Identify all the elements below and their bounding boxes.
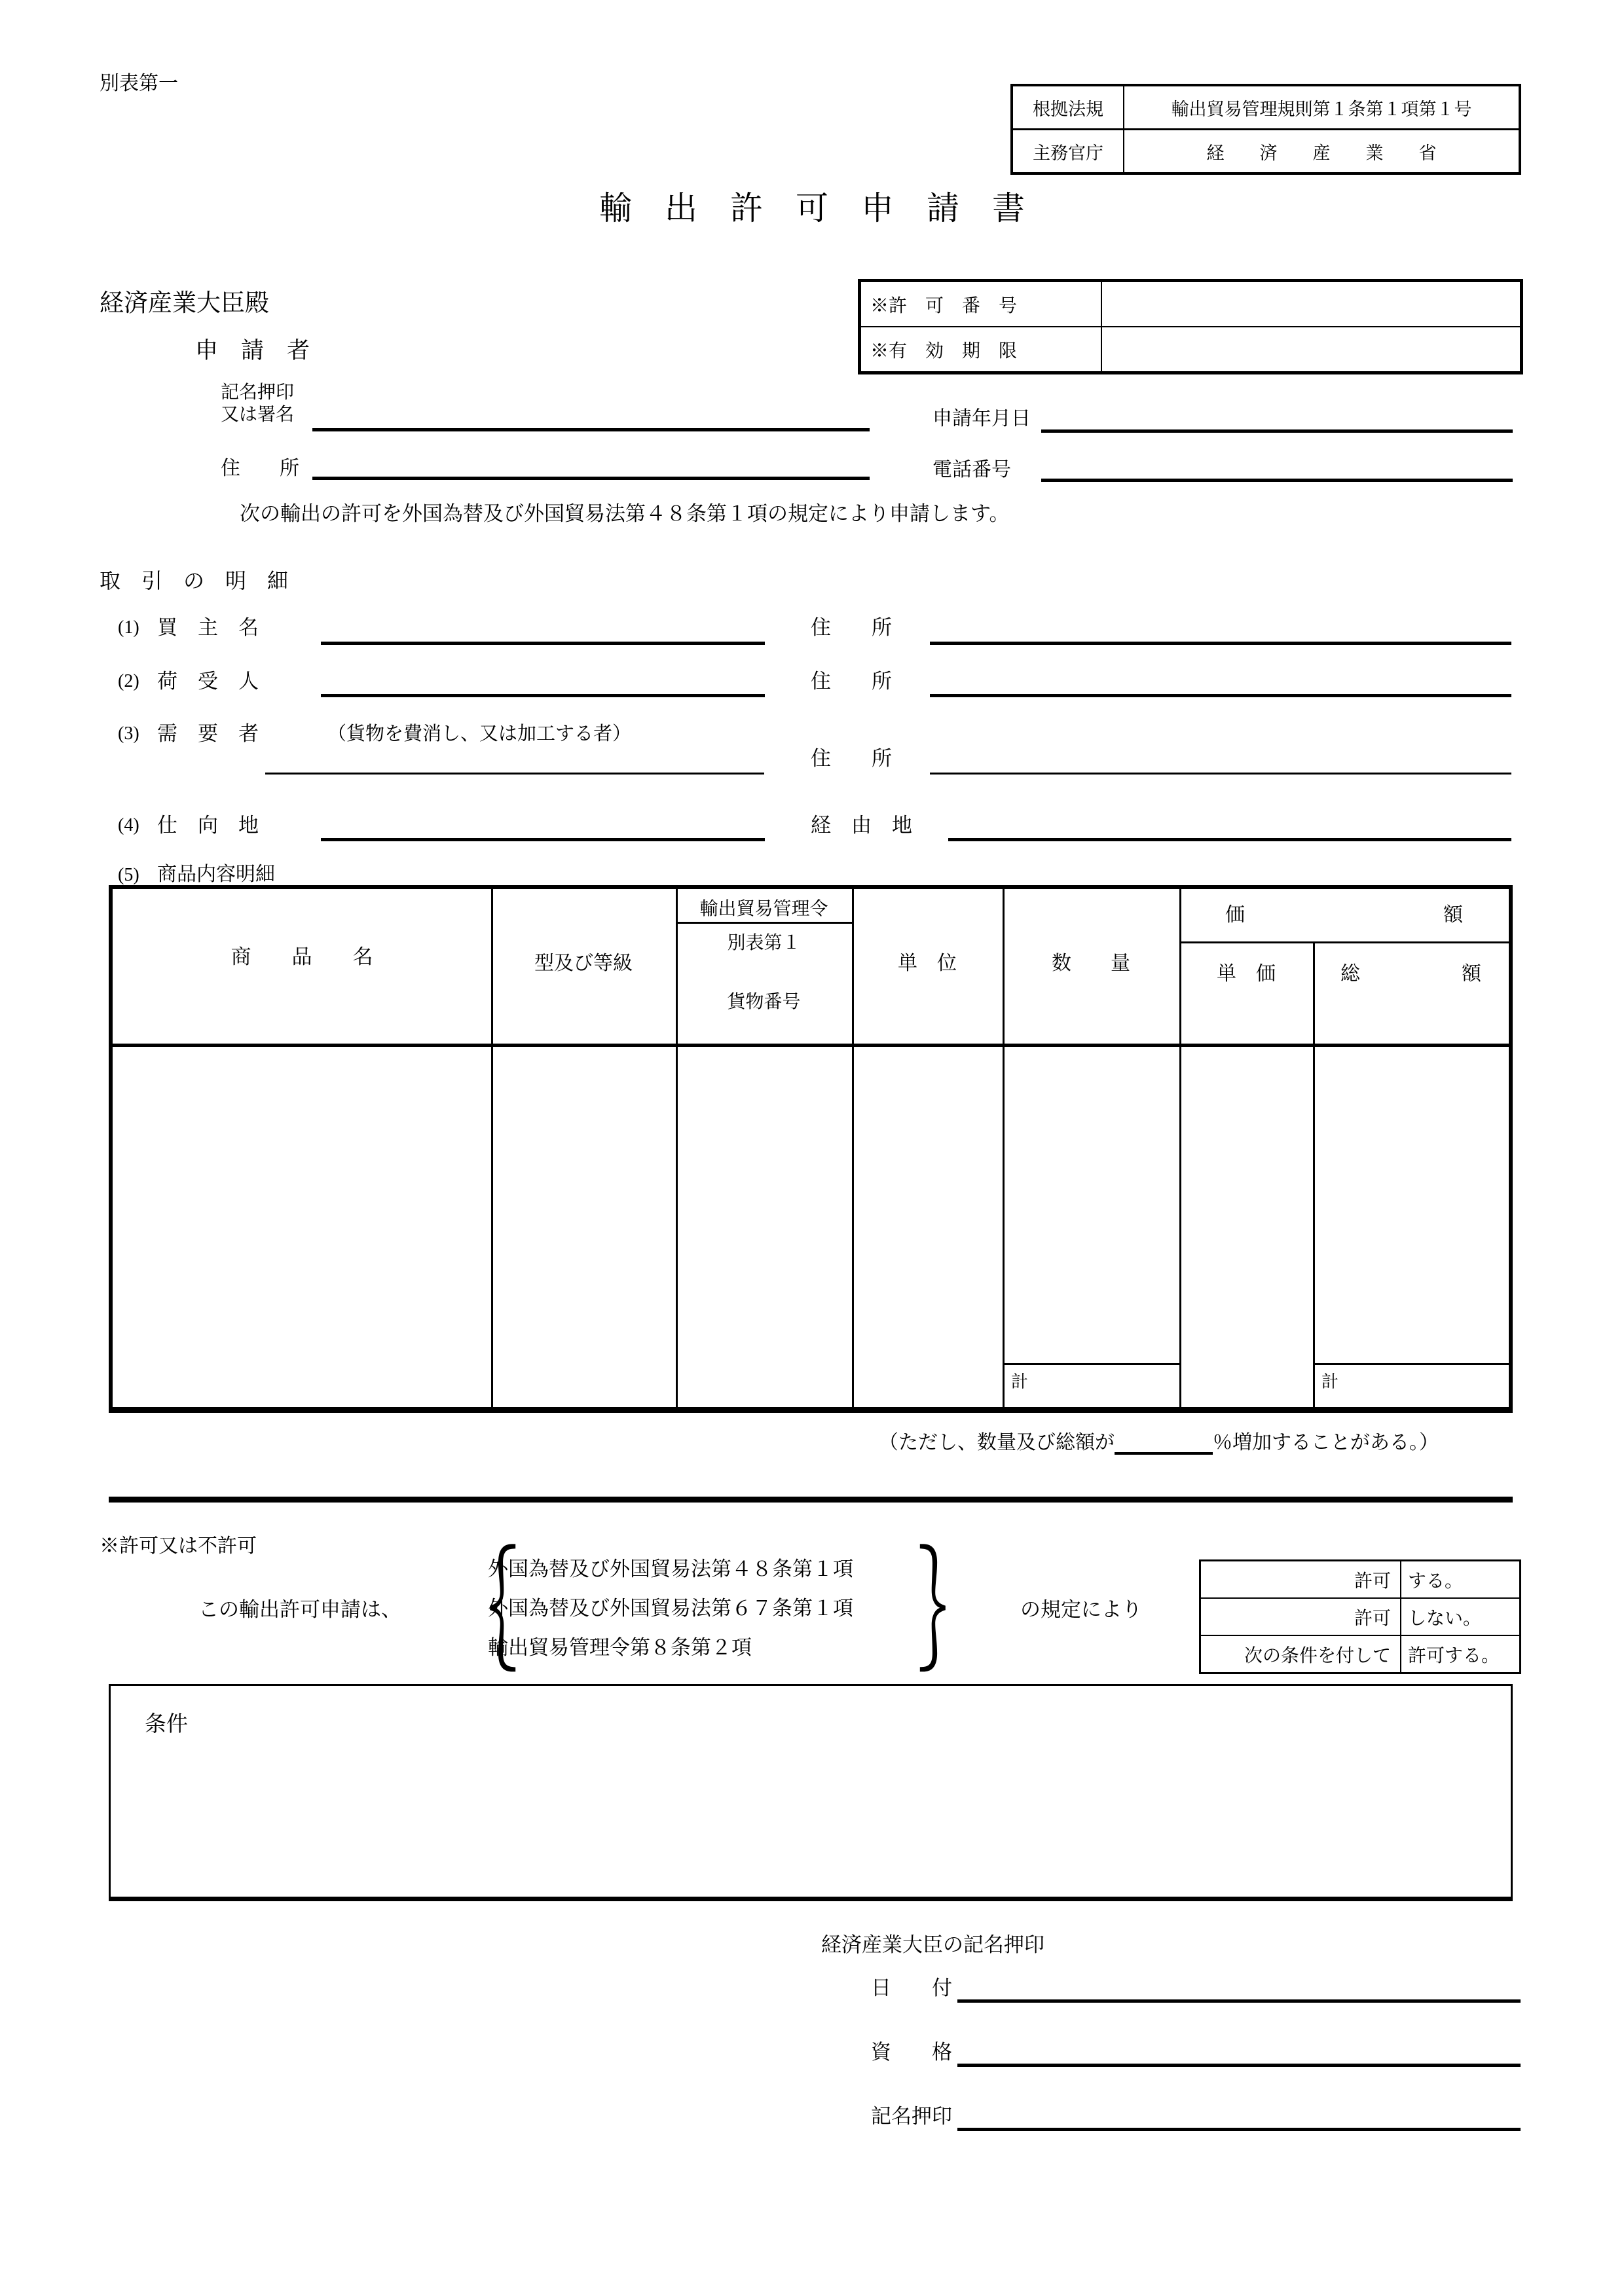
validity-label: ※有 効 期 限 [861, 327, 1102, 371]
legal-basis-table [1010, 84, 1521, 175]
header-cargo-number: 貨物番号 [727, 992, 801, 1012]
cell-product-name[interactable] [113, 1047, 491, 1361]
quantity-total-label: 計 [1011, 1372, 1029, 1391]
item1-buyer-label: 買 主 名 [157, 616, 259, 639]
item3-address-line[interactable] [930, 773, 1511, 774]
conditions-box[interactable] [109, 1684, 1513, 1901]
goods-table [109, 885, 1513, 1413]
permit-number-row [861, 282, 1520, 326]
item5-no: (5) [118, 865, 139, 885]
proviso-prefix: （ただし、数量及び総額が [879, 1432, 1115, 1453]
proviso-percentage-field[interactable] [1115, 1432, 1213, 1455]
declaration-sentence: 次の輸出の許可を外国為替及び外国貿易法第４８条第１項の規定により申請します。 [240, 502, 1010, 525]
permit-number-label: ※許 可 番 号 [861, 282, 1102, 326]
control-order-underline [676, 922, 852, 924]
form-title: 輸 出 許 可 申 請 書 [599, 190, 1025, 227]
law-option-2: 外国為替及び外国貿易法第６７条第１項 [488, 1597, 853, 1620]
item1-address-label: 住 所 [811, 616, 892, 639]
phone-label: 電話番号 [932, 459, 1011, 481]
decision-grant-value: する。 [1408, 1571, 1464, 1592]
applicant-address-label: 住 所 [221, 458, 299, 479]
application-date-label: 申請年月日 [932, 408, 1031, 429]
proviso-note [879, 1431, 1439, 1455]
minister-date-label: 日 付 [871, 1977, 952, 1999]
transaction-heading: 取 引 の 明 細 [100, 569, 289, 592]
decision-row-deny[interactable] [1201, 1597, 1519, 1635]
item2-consignee-line[interactable] [321, 694, 765, 697]
law-option-1: 外国為替及び外国貿易法第４８条第１項 [488, 1558, 853, 1580]
proviso-suffix: ％増加することがある。） [1213, 1432, 1439, 1453]
section-separator-rule [109, 1497, 1513, 1503]
minister-seal-line[interactable] [957, 2128, 1521, 2131]
clause-outro: の規定により [1020, 1598, 1142, 1621]
competent-ministry-value: 経 済 産 業 省 [1206, 143, 1437, 163]
header-total-amount [1313, 957, 1509, 986]
brace-left: ｛ [452, 1542, 518, 1686]
minister-seal-label: 記名押印 [871, 2105, 952, 2128]
item4-destination-line[interactable] [321, 838, 765, 841]
quantity-total-field[interactable] [1036, 1365, 1177, 1404]
cell-quantity[interactable] [1005, 1047, 1177, 1361]
validity-row [861, 326, 1520, 371]
decision-table [1199, 1559, 1521, 1674]
clause-intro: この輸出許可申請は、 [198, 1598, 401, 1621]
header-control-order-line1: 輸出貿易管理令 [699, 899, 828, 919]
seal-label-line2: 又は署名 [221, 405, 295, 425]
cell-cargo-number[interactable] [678, 1047, 850, 1361]
minister-seal-heading: 経済産業大臣の記名押印 [821, 1933, 1044, 1956]
minister-date-line[interactable] [957, 1999, 1521, 2003]
legal-basis-label: 根拠法規 [1013, 86, 1124, 128]
decision-row-conditional[interactable] [1201, 1635, 1519, 1672]
item3-enduser-line[interactable] [265, 773, 764, 774]
header-type-grade: 型及び等級 [534, 953, 633, 974]
brace-right: ｝ [918, 1542, 984, 1686]
seal-or-signature-label [221, 382, 294, 426]
item2-no: (2) [118, 671, 139, 691]
conditions-label: 条件 [145, 1713, 188, 1736]
decision-conditional-value: 許可する。 [1408, 1645, 1500, 1666]
header-control-order-line2: 別表第１ [727, 933, 801, 953]
item2-address-line[interactable] [930, 694, 1511, 697]
item2-consignee-label: 荷 受 人 [157, 670, 259, 693]
item3-enduser-label: 需 要 者 [157, 722, 259, 745]
item4-destination-label: 仕 向 地 [157, 814, 259, 837]
item1-no: (1) [118, 617, 139, 638]
legal-basis-row [1013, 86, 1519, 128]
cell-total-amount[interactable] [1315, 1047, 1509, 1361]
decision-row-grant[interactable] [1201, 1561, 1519, 1597]
decision-heading: ※許可又は不許可 [100, 1535, 257, 1557]
phone-line[interactable] [1041, 479, 1513, 482]
item3-enduser-note: （貨物を費消し、又は加工する者） [327, 723, 632, 744]
permit-number-box [858, 279, 1523, 374]
item4-no: (4) [118, 815, 139, 835]
header-price [1179, 898, 1509, 927]
item1-buyer-line[interactable] [321, 642, 765, 645]
appendix-note: 別表第一 [100, 73, 178, 94]
header-total-first: 総 [1340, 963, 1360, 985]
header-total-second: 額 [1462, 963, 1481, 985]
cell-unit[interactable] [854, 1047, 1001, 1361]
minister-qualification-line[interactable] [957, 2064, 1521, 2067]
applicant-section-label: 申 請 者 [195, 338, 310, 363]
competent-ministry-row [1013, 128, 1519, 172]
decision-deny-label: 許可 [1201, 1599, 1401, 1635]
header-unit: 単 位 [898, 953, 957, 974]
amount-total-label: 計 [1321, 1372, 1339, 1391]
permit-number-field[interactable] [1102, 282, 1520, 326]
price-header-divider [1179, 941, 1509, 943]
header-quantity: 数 量 [1052, 953, 1130, 974]
decision-deny-value: しない。 [1408, 1608, 1482, 1629]
minister-qualification-label: 資 格 [871, 2041, 952, 2064]
competent-ministry-label: 主務官庁 [1013, 130, 1124, 172]
item5-goods-detail-label: 商品内容明細 [157, 864, 275, 885]
amount-total-field[interactable] [1348, 1365, 1505, 1404]
item4-via-label: 経 由 地 [811, 814, 912, 837]
addressee: 経済産業大臣殿 [100, 290, 269, 317]
signature-line[interactable] [312, 428, 870, 431]
decision-conditional-label: 次の条件を付して [1201, 1636, 1401, 1672]
item1-address-line[interactable] [930, 642, 1511, 645]
item3-no: (3) [118, 723, 139, 744]
application-date-line[interactable] [1041, 429, 1513, 433]
header-product-name: 商 品 名 [231, 945, 373, 968]
seal-label-line1: 記名押印 [221, 382, 295, 403]
header-price-first: 価 [1225, 904, 1245, 926]
header-price-second: 額 [1443, 904, 1463, 926]
applicant-address-line[interactable] [312, 477, 870, 480]
law-option-3: 輸出貿易管理令第８条第２項 [488, 1636, 752, 1659]
cell-type-grade[interactable] [493, 1047, 674, 1361]
item2-address-label: 住 所 [811, 670, 892, 693]
header-unit-price: 単 価 [1217, 963, 1276, 985]
item3-address-label: 住 所 [811, 747, 892, 770]
legal-basis-value: 輸出貿易管理規則第１条第１項第１号 [1171, 99, 1472, 119]
cell-unit-price[interactable] [1181, 1047, 1311, 1361]
decision-grant-label: 許可 [1201, 1561, 1401, 1597]
item4-via-line[interactable] [948, 838, 1511, 841]
validity-field[interactable] [1102, 327, 1520, 371]
